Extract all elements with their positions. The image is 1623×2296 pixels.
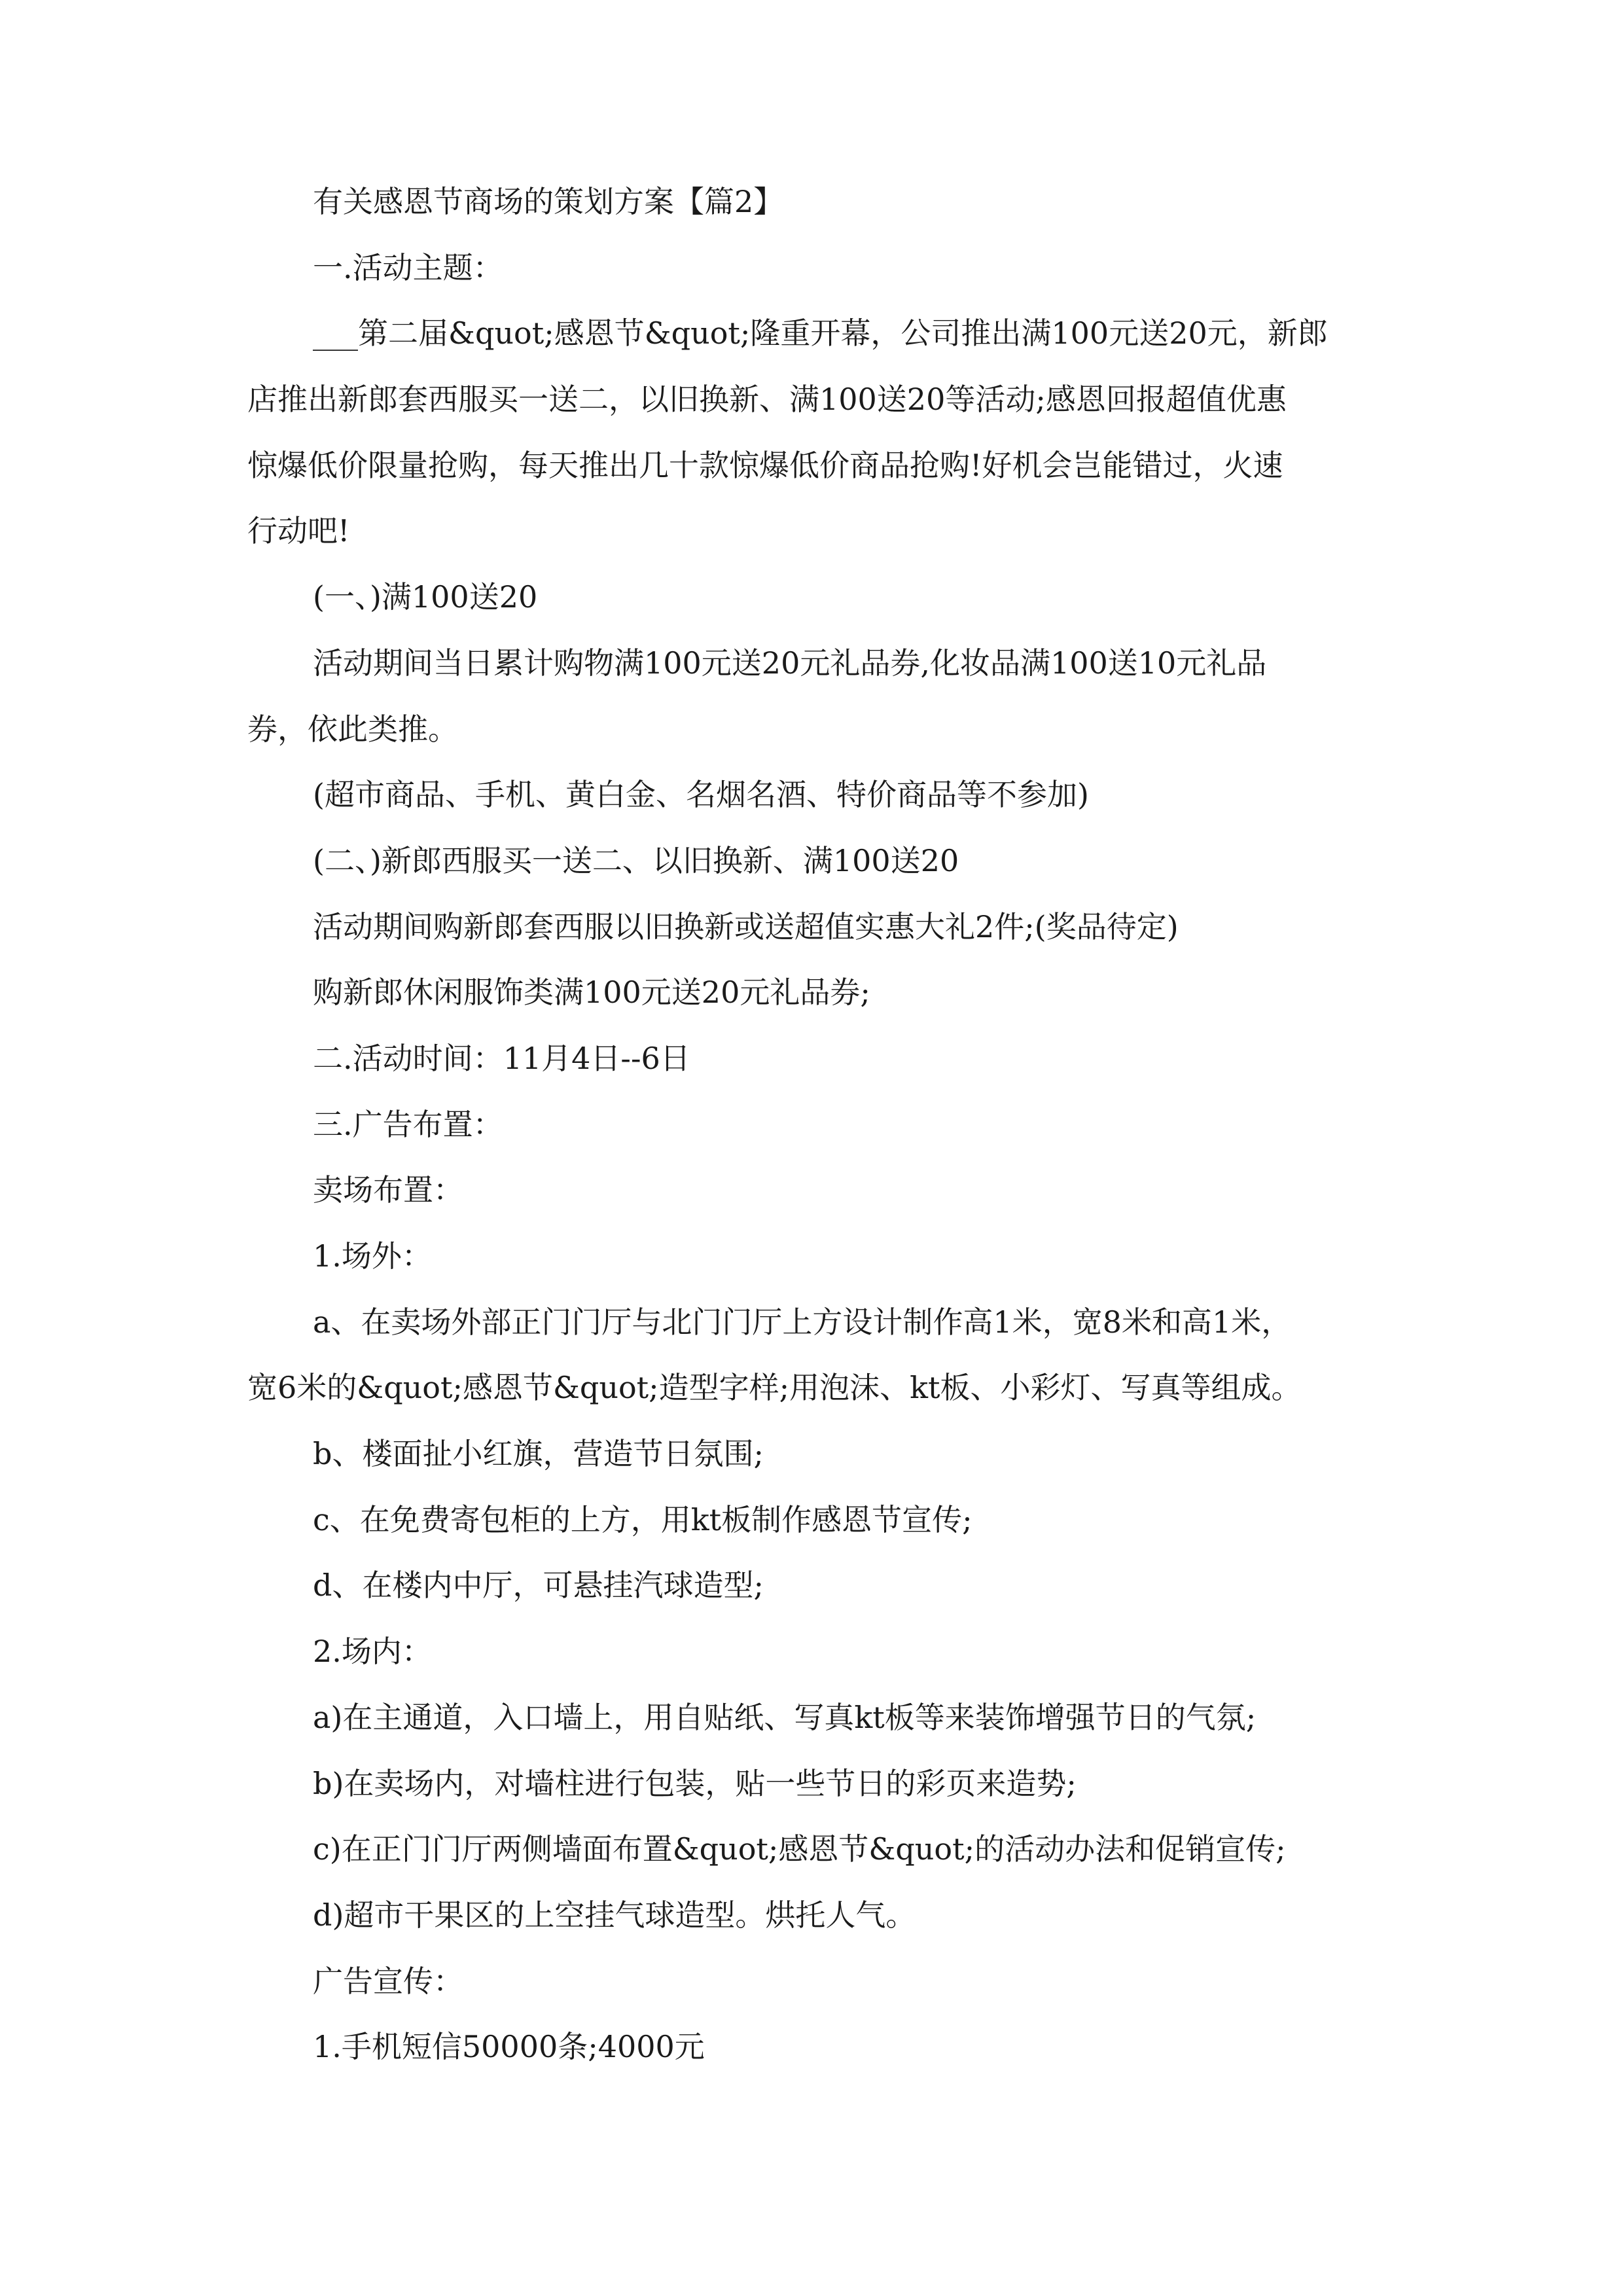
theme-paragraph-line-4: 行动吧!: [247, 513, 350, 549]
ad-item-1: 1.手机短信50000条;4000元: [313, 2029, 705, 2065]
inside-item-b: b)在卖场内，对墙柱进行包装，贴一些节日的彩页来造势;: [313, 1765, 1077, 1801]
inside-item-d: d)超市干果区的上空挂气球造型。烘托人气。: [313, 1897, 916, 1933]
outside-item-d: d、在楼内中厅，可悬挂汽球造型;: [313, 1568, 764, 1604]
inside-heading: 2.场内：: [313, 1634, 432, 1670]
theme-paragraph-line-3: 惊爆低价限量抢购，每天推出几十款惊爆低价商品抢购!好机会岂能错过，火速: [247, 447, 1283, 483]
outside-heading: 1.场外：: [313, 1238, 432, 1274]
subsection-2-line-1: 活动期间购新郎套西服以旧换新或送超值实惠大礼2件;(奖品待定): [313, 908, 1179, 944]
ad-heading: 广告宣传：: [313, 1963, 463, 1999]
inside-item-c: c)在正门门厅两侧墙面布置&quot;感恩节&quot;的活动办法和促销宣传;: [313, 1831, 1286, 1867]
theme-paragraph-line-1: ___第二届&quot;感恩节&quot;隆重开幕，公司推出满100元送20元，新郎: [313, 315, 1328, 351]
subsection-1-paragraph-line-1: 活动期间当日累计购物满100元送20元礼品券,化妆品满100送10元礼品: [313, 645, 1267, 681]
subsection-1-paragraph-line-2: 券，依此类推。: [247, 711, 458, 747]
subsection-2-line-2: 购新郎休闲服饰类满100元送20元礼品券;: [313, 975, 870, 1011]
outside-item-c: c、在免费寄包柜的上方，用kt板制作感恩节宣传;: [313, 1501, 972, 1537]
document-body: [247, 169, 1383, 2080]
document-title: 有关感恩节商场的策划方案【篇2】: [313, 184, 784, 219]
outside-item-a-line-2: 宽6米的&quot;感恩节&quot;造型字样;用泡沫、kt板、小彩灯、写真等组成。: [247, 1370, 1302, 1406]
section-heading-time: 二.活动时间：11月4日--6日: [313, 1040, 690, 1076]
outside-item-b: b、楼面扯小红旗，营造节日氛围;: [313, 1436, 764, 1472]
inside-item-a: a)在主通道，入口墙上，用自贴纸、写真kt板等来装饰增强节日的气氛;: [313, 1699, 1257, 1735]
subsection-heading-2: (二、)新郎西服买一送二、以旧换新、满100送20: [313, 842, 959, 878]
outside-item-a-line-1: a、在卖场外部正门门厅与北门门厅上方设计制作高1米，宽8米和高1米，: [313, 1304, 1292, 1340]
section-heading-ads: 三.广告布置：: [313, 1106, 503, 1142]
store-layout-heading: 卖场布置：: [313, 1172, 463, 1208]
subsection-heading-1: (一、)满100送20: [313, 579, 538, 615]
theme-paragraph-line-2: 店推出新郎套西服买一送二，以旧换新、满100送20等活动;感恩回报超值优惠: [247, 382, 1287, 418]
section-heading-theme: 一.活动主题：: [313, 249, 503, 285]
subsection-1-note: (超市商品、手机、黄白金、名烟名酒、特价商品等不参加): [313, 777, 1089, 813]
